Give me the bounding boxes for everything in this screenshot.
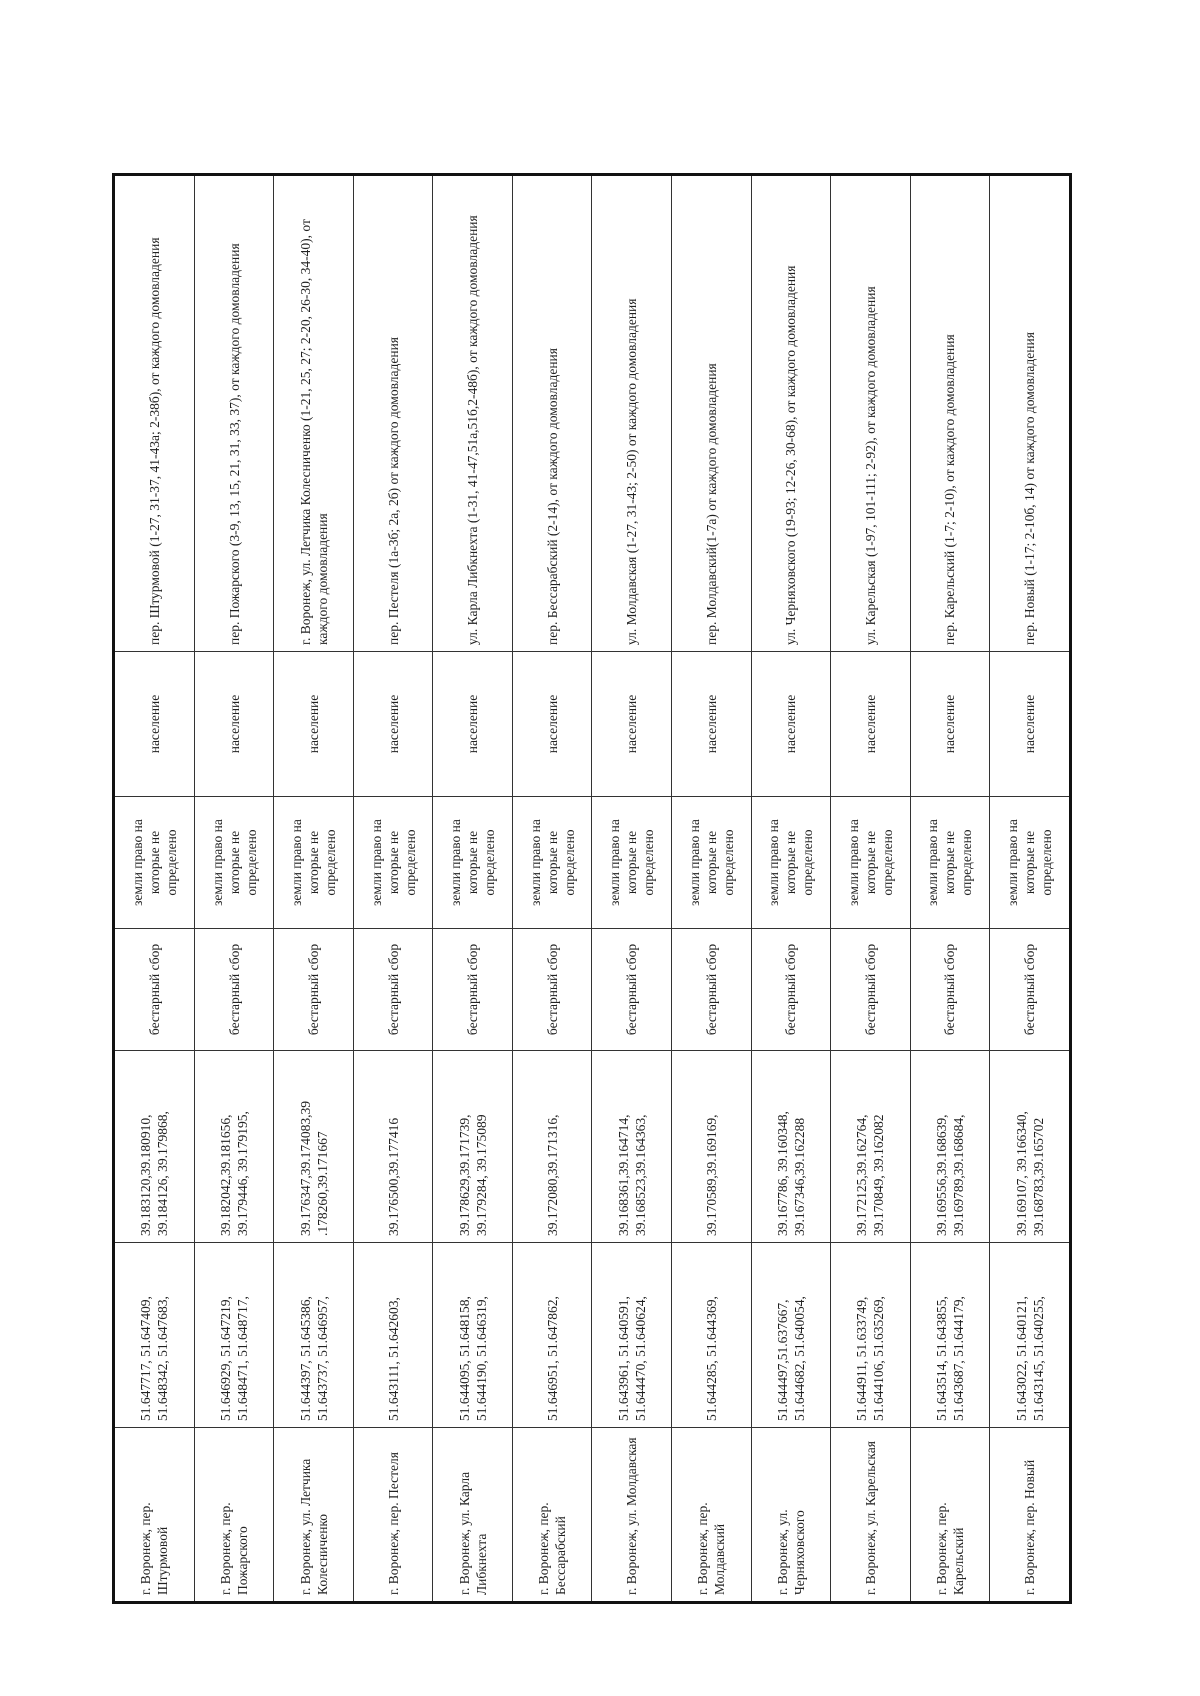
land-category-cell: земли право на которые не определено <box>831 797 911 929</box>
address-cell: г. Воронеж, пер. Бессарабский <box>512 1428 592 1603</box>
latitude-cell: 51.643022, 51.640121, 51.643145, 51.640255, <box>990 1243 1071 1428</box>
land-category-cell: земли право на которые не определено <box>433 797 513 929</box>
longitude-cell: 39.169556,39.168639, 39.169789,39.168684, <box>910 1051 990 1243</box>
rotated-page <box>112 176 1072 1604</box>
served-addresses-cell: ул. Карла Либкнехта (1-31, 41-47,51а,51б,2-48б), от каждого домовладения <box>433 175 513 652</box>
land-category-cell: земли право на которые не определено <box>671 797 751 929</box>
served-addresses-cell: пер. Новый (1-17; 2-10б, 14) от каждого домовладения <box>990 175 1071 652</box>
served-addresses-cell: ул. Черняховского (19-93; 12-26, 30-68), от каждого домовладения <box>751 175 831 652</box>
table-row <box>592 175 672 1603</box>
collection-type-cell: бестарный сбор <box>353 929 433 1051</box>
users-cell: население <box>592 652 672 797</box>
latitude-cell: 51.643111, 51.642603, <box>353 1243 433 1428</box>
latitude-cell: 51.644911, 51.633749, 51.644106, 51.635269, <box>831 1243 911 1428</box>
longitude-cell: 39.178629,39.171739, 39.179284, 39.175089 <box>433 1051 513 1243</box>
address-cell: г. Воронеж, ул. Молдавская <box>592 1428 672 1603</box>
address-cell: г. Воронеж, ул. Летчика Колесниченко <box>274 1428 354 1603</box>
table-body <box>114 175 1071 1603</box>
latitude-cell: 51.643514, 51.643855, 51.643687, 51.644179, <box>910 1243 990 1428</box>
longitude-cell: 39.172080,39.171316, <box>512 1051 592 1243</box>
latitude-cell: 51.647717, 51.647409, 51.648342, 51.647683, <box>114 1243 195 1428</box>
address-cell: г. Воронеж, пер. Штурмовой <box>114 1428 195 1603</box>
table-row <box>990 175 1071 1603</box>
longitude-cell: 39.168361,39.164714, 39.168523,39.164363, <box>592 1051 672 1243</box>
latitude-cell: 51.644397, 51.645386, 51.643737, 51.646957, <box>274 1243 354 1428</box>
table-row <box>512 175 592 1603</box>
longitude-cell: 39.170589,39.169169, <box>671 1051 751 1243</box>
address-cell: г. Воронеж, ул. Черняховского <box>751 1428 831 1603</box>
users-cell: население <box>512 652 592 797</box>
land-category-cell: земли право на которые не определено <box>751 797 831 929</box>
collection-type-cell: бестарный сбор <box>990 929 1071 1051</box>
collection-type-cell: бестарный сбор <box>592 929 672 1051</box>
collection-type-cell: бестарный сбор <box>114 929 195 1051</box>
waste-sites-table <box>112 173 1072 1604</box>
longitude-cell: 39.176347,39.174083,39 .178260,39.171667 <box>274 1051 354 1243</box>
land-category-cell: земли право на которые не определено <box>512 797 592 929</box>
served-addresses-cell: ул. Карельская (1-97, 101-111; 2-92), от каждого домовладения <box>831 175 911 652</box>
longitude-cell: 39.183120,39.180910, 39.184126, 39.179868, <box>114 1051 195 1243</box>
users-cell: население <box>274 652 354 797</box>
served-addresses-cell: пер. Пестеля (1а-3б; 2а, 2б) от каждого домовладения <box>353 175 433 652</box>
collection-type-cell: бестарный сбор <box>671 929 751 1051</box>
table-row <box>910 175 990 1603</box>
collection-type-cell: бестарный сбор <box>910 929 990 1051</box>
served-addresses-cell: пер. Бессарабский (2-14), от каждого домовладения <box>512 175 592 652</box>
served-addresses-cell: г. Воронеж, ул. Летчика Колесниченко (1-21, 25, 27; 2-20, 26-30, 34-40), от каждого домовладения <box>274 175 354 652</box>
table-row <box>433 175 513 1603</box>
collection-type-cell: бестарный сбор <box>512 929 592 1051</box>
land-category-cell: земли право на которые не определено <box>592 797 672 929</box>
address-cell: г. Воронеж, пер. Карельский <box>910 1428 990 1603</box>
land-category-cell: земли право на которые не определено <box>114 797 195 929</box>
longitude-cell: 39.167786, 39.160348, 39.167346,39.162288 <box>751 1051 831 1243</box>
users-cell: население <box>114 652 195 797</box>
latitude-cell: 51.646929, 51.647219, 51.648471, 51.648717, <box>194 1243 274 1428</box>
table-row <box>194 175 274 1603</box>
longitude-cell: 39.169107, 39.166340, 39.168783,39.165702 <box>990 1051 1071 1243</box>
latitude-cell: 51.643961, 51.640591, 51.644470, 51.640624, <box>592 1243 672 1428</box>
table-row <box>671 175 751 1603</box>
latitude-cell: 51.644497,51.637667, 51.644682, 51.640054, <box>751 1243 831 1428</box>
table-row <box>274 175 354 1603</box>
land-category-cell: земли право на которые не определено <box>274 797 354 929</box>
served-addresses-cell: пер. Пожарского (3-9, 13, 15, 21, 31, 33, 37), от каждого домовладения <box>194 175 274 652</box>
latitude-cell: 51.644095, 51.648158, 51.644190, 51.646319, <box>433 1243 513 1428</box>
table-row <box>353 175 433 1603</box>
served-addresses-cell: пер. Карельский (1-7; 2-10), от каждого домовладения <box>910 175 990 652</box>
latitude-cell: 51.644285, 51.644369, <box>671 1243 751 1428</box>
users-cell: население <box>433 652 513 797</box>
collection-type-cell: бестарный сбор <box>751 929 831 1051</box>
collection-type-cell: бестарный сбор <box>194 929 274 1051</box>
land-category-cell: земли право на которые не определено <box>353 797 433 929</box>
address-cell: г. Воронеж, пер. Пестеля <box>353 1428 433 1603</box>
users-cell: население <box>831 652 911 797</box>
land-category-cell: земли право на которые не определено <box>910 797 990 929</box>
users-cell: население <box>671 652 751 797</box>
address-cell: г. Воронеж, пер. Новый <box>990 1428 1071 1603</box>
table-row <box>114 175 195 1603</box>
longitude-cell: 39.182042,39.181656, 39.179446, 39.179195, <box>194 1051 274 1243</box>
land-category-cell: земли право на которые не определено <box>990 797 1071 929</box>
users-cell: население <box>353 652 433 797</box>
table-row <box>831 175 911 1603</box>
address-cell: г. Воронеж, пер. Молдавский <box>671 1428 751 1603</box>
address-cell: г. Воронеж, ул. Карла Либкнехта <box>433 1428 513 1603</box>
collection-type-cell: бестарный сбор <box>433 929 513 1051</box>
collection-type-cell: бестарный сбор <box>274 929 354 1051</box>
users-cell: население <box>751 652 831 797</box>
served-addresses-cell: пер. Молдавский(1-7а) от каждого домовладения <box>671 175 751 652</box>
users-cell: население <box>990 652 1071 797</box>
land-category-cell: земли право на которые не определено <box>194 797 274 929</box>
served-addresses-cell: ул. Молдавская (1-27, 31-43; 2-50) от каждого домовладения <box>592 175 672 652</box>
table-row <box>751 175 831 1603</box>
address-cell: г. Воронеж, пер. Пожарского <box>194 1428 274 1603</box>
longitude-cell: 39.172125,39.162764, 39.170849, 39.162082 <box>831 1051 911 1243</box>
collection-type-cell: бестарный сбор <box>831 929 911 1051</box>
longitude-cell: 39.176500,39.177416 <box>353 1051 433 1243</box>
latitude-cell: 51.646951, 51.647862, <box>512 1243 592 1428</box>
address-cell: г. Воронеж, ул. Карельская <box>831 1428 911 1603</box>
served-addresses-cell: пер. Штурмовой (1-27, 31-37, 41-43а; 2-38б), от каждого домовладения <box>114 175 195 652</box>
users-cell: население <box>194 652 274 797</box>
users-cell: население <box>910 652 990 797</box>
